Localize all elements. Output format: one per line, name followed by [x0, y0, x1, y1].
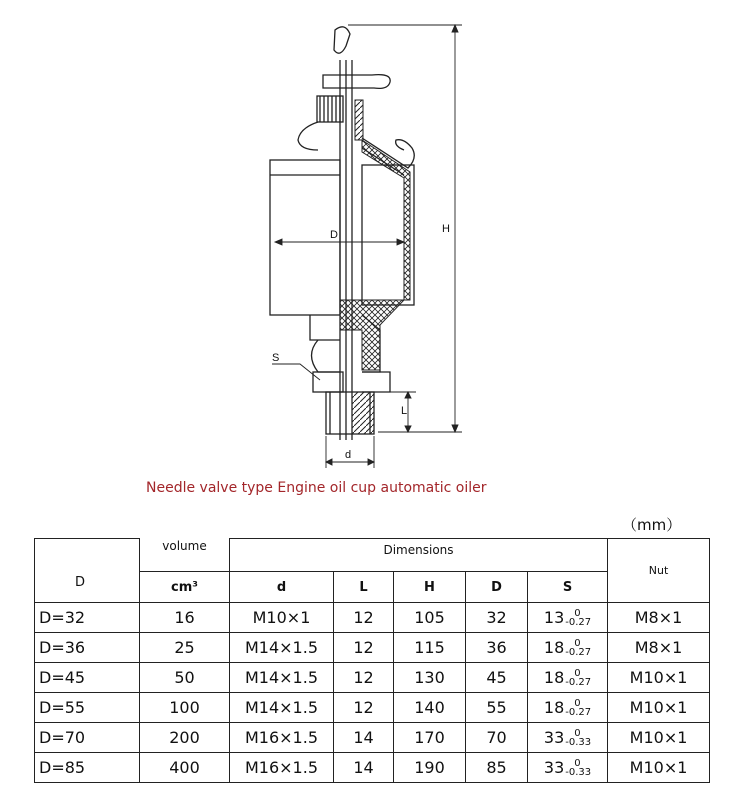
- s-lower: -0.27: [565, 706, 592, 718]
- d-cell: M14×1.5: [230, 663, 334, 693]
- label-d: d: [345, 449, 352, 461]
- label-S: S: [272, 352, 280, 364]
- nut-cell: M10×1: [608, 753, 710, 783]
- L-cell: 14: [334, 723, 394, 753]
- H-cell: 190: [394, 753, 466, 783]
- col-L: L: [334, 572, 394, 603]
- s-upper: 0: [574, 727, 581, 739]
- knurled-nut: [317, 96, 343, 122]
- unit-note: （mm）: [622, 516, 682, 534]
- d-cell: M14×1.5: [230, 693, 334, 723]
- table-row: [35, 723, 710, 753]
- s-base: 33: [543, 758, 565, 777]
- volume-cell: 100: [140, 693, 230, 723]
- s-base: 33: [543, 728, 565, 747]
- s-lower: -0.33: [565, 766, 592, 778]
- label-D: D: [330, 229, 338, 241]
- H-cell: 130: [394, 663, 466, 693]
- S-cell: [528, 693, 608, 723]
- s-lower: -0.27: [565, 676, 592, 688]
- hex-s: [313, 372, 343, 392]
- nut-cell: M10×1: [608, 693, 710, 723]
- volume-cell: 400: [140, 753, 230, 783]
- col-H: H: [394, 572, 466, 603]
- model-cell: D=32: [35, 603, 140, 633]
- dimension-table: [34, 538, 710, 783]
- d-cell: M16×1.5: [230, 723, 334, 753]
- s-upper: 0: [574, 667, 581, 679]
- s-lower: -0.27: [565, 616, 592, 628]
- d-cell: M14×1.5: [230, 633, 334, 663]
- table-row: [35, 693, 710, 723]
- volume-cell: 200: [140, 723, 230, 753]
- D-cell: 32: [466, 603, 528, 633]
- H-cell: 170: [394, 723, 466, 753]
- s-upper: 0: [574, 637, 581, 649]
- D-cell: 45: [466, 663, 528, 693]
- H-cell: 140: [394, 693, 466, 723]
- s-upper: 0: [574, 697, 581, 709]
- model-cell: D=36: [35, 633, 140, 663]
- dimensions-header: Dimensions: [230, 539, 608, 572]
- S-cell: [528, 603, 608, 633]
- D-cell: 70: [466, 723, 528, 753]
- nut-cell: M10×1: [608, 723, 710, 753]
- nut-cell: M10×1: [608, 663, 710, 693]
- table-row: [35, 753, 710, 783]
- D-cell: 36: [466, 633, 528, 663]
- s-base: 18: [543, 698, 565, 717]
- s-upper: 0: [574, 607, 581, 619]
- s-base: 18: [543, 638, 565, 657]
- s-base: 13: [543, 608, 565, 627]
- label-H: H: [442, 223, 450, 235]
- table-row: [35, 603, 710, 633]
- S-cell: [528, 633, 608, 663]
- H-cell: 115: [394, 633, 466, 663]
- model-cell: D=45: [35, 663, 140, 693]
- L-cell: 12: [334, 693, 394, 723]
- nut-cell: M8×1: [608, 603, 710, 633]
- figure-caption: Needle valve type Engine oil cup automatic oiler: [146, 480, 487, 496]
- L-cell: 12: [334, 633, 394, 663]
- needle-top: [334, 27, 350, 53]
- S-cell: [528, 753, 608, 783]
- s-base: 18: [543, 668, 565, 687]
- model-cell: D=55: [35, 693, 140, 723]
- s-upper: 0: [574, 757, 581, 769]
- model-cell: D=85: [35, 753, 140, 783]
- col-volume-unit: cm³: [140, 572, 230, 603]
- L-cell: 14: [334, 753, 394, 783]
- s-lower: -0.33: [565, 736, 592, 748]
- spring-clip: [298, 122, 318, 150]
- L-cell: 12: [334, 663, 394, 693]
- L-cell: 12: [334, 603, 394, 633]
- S-cell: [528, 663, 608, 693]
- col-D: D: [466, 572, 528, 603]
- volume-cell: 25: [140, 633, 230, 663]
- d-cell: M10×1: [230, 603, 334, 633]
- model-cell: D=70: [35, 723, 140, 753]
- s-lower: -0.27: [565, 646, 592, 658]
- table-row: [35, 663, 710, 693]
- D-cell: 85: [466, 753, 528, 783]
- col-S: S: [528, 572, 608, 603]
- table-row: [35, 633, 710, 663]
- D-cell: 55: [466, 693, 528, 723]
- lever-handle: [323, 75, 390, 89]
- header-row-1: [35, 539, 710, 572]
- d-cell: M16×1.5: [230, 753, 334, 783]
- volume-header: volume: [140, 539, 230, 572]
- nut-header: Nut: [608, 539, 710, 603]
- H-cell: 105: [394, 603, 466, 633]
- volume-cell: 16: [140, 603, 230, 633]
- volume-cell: 50: [140, 663, 230, 693]
- nut-cell: M8×1: [608, 633, 710, 663]
- S-cell: [528, 723, 608, 753]
- label-L: L: [401, 405, 408, 417]
- col-d: d: [230, 572, 334, 603]
- model-header: D: [35, 539, 140, 603]
